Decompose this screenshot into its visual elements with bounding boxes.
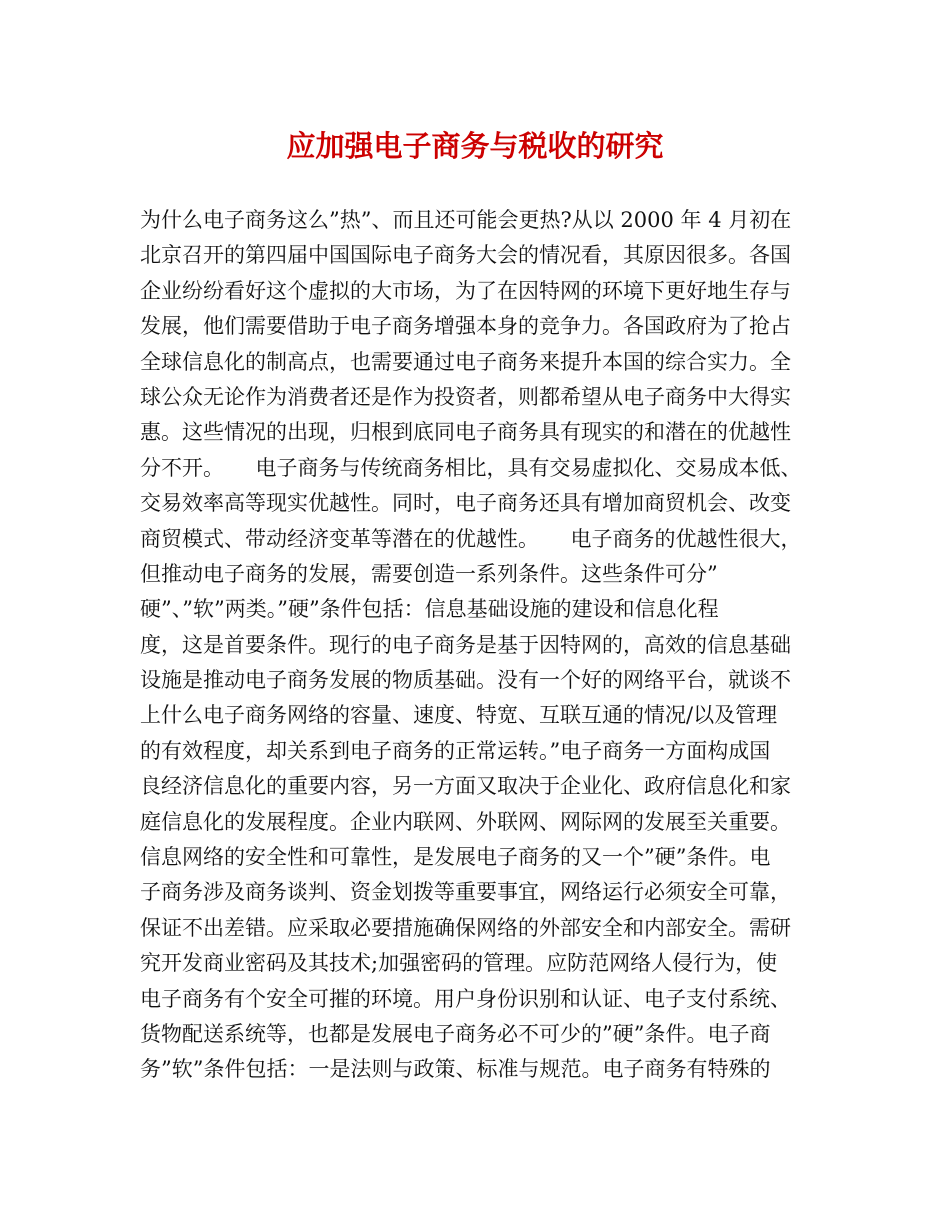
text-line: 的有效程度，却关系到电子商务的正常运转。”电子商务一方面构成国	[140, 738, 771, 763]
text-line: 良经济信息化的重要内容，另一方面又取决于企业化、政府信息化和家	[140, 774, 791, 799]
text-line: 保证不出差错。应采取必要措施确保网络的外部安全和内部安全。需研	[140, 915, 791, 940]
text-line: 度，这是首要条件。现行的电子商务是基于因特网的，高效的信息基础	[140, 632, 791, 657]
text-line: 电子商务有个安全可摧的环境。用户身份识别和认证、电子支付系统、	[140, 986, 791, 1011]
text-line: 子商务涉及商务谈判、资金划拨等重要事宜，网络运行必须安全可靠，	[140, 880, 791, 905]
body-text	[140, 203, 812, 1088]
text-line: 惠。这些情况的出现，归根到底同电子商务具有现实的和潜在的优越性	[140, 420, 791, 445]
text-line: 北京召开的第四届中国国际电子商务大会的情况看，其原因很多。各国	[140, 243, 791, 268]
text-line: 为什么电子商务这么”热”、而且还可能会更热?从以 2000 年 4 月初在	[140, 208, 792, 232]
text-line: 究开发商业密码及其技术;加强密码的管理。应防范网络人侵行为，使	[140, 951, 778, 976]
text-line: 务”软”条件包括：一是法则与政策、标准与规范。电子商务有特殊的	[140, 1057, 771, 1082]
text-line: 发展，他们需要借助于电子商务增强本身的竞争力。各国政府为了抢占	[140, 314, 791, 339]
text-line: 货物配送系统等，也都是发展电子商务必不可少的”硬”条件。电子商	[140, 1021, 771, 1046]
document-title: 应加强电子商务与税收的研究	[286, 129, 664, 163]
text-line: 设施是推动电子商务发展的物质基础。没有一个好的网络平台，就谈不	[140, 668, 791, 693]
text-line: 上什么电子商务网络的容量、速度、特宽、互联互通的情况/以及管理	[140, 703, 778, 728]
text-line: 商贸模式、带动经济变革等潜在的优越性。 电子商务的优越性很大，	[140, 526, 802, 551]
text-line: 分不开。 电子商务与传统商务相比，具有交易虚拟化、交易成本低、	[140, 455, 802, 480]
text-line: 硬”、”软”两类。”硬”条件包括：信息基础设施的建设和信息化程	[140, 597, 719, 622]
text-line: 交易效率高等现实优越性。同时，电子商务还具有增加商贸机会、改变	[140, 491, 791, 516]
text-line: 球公众无论作为消费者还是作为投资者，则都希望从电子商务中大得实	[140, 384, 791, 409]
text-line: 企业纷纷看好这个虚拟的大市场，为了在因特网的环境下更好地生存与	[140, 278, 791, 303]
text-line: 但推动电子商务的发展，需要创造一系列条件。这些条件可分”	[140, 561, 718, 586]
text-line: 信息网络的安全性和可靠性，是发展电子商务的又一个”硬”条件。电	[140, 845, 771, 870]
text-line: 庭信息化的发展程度。企业内联网、外联网、网际网的发展至关重要。	[140, 809, 791, 834]
text-line: 全球信息化的制高点，也需要通过电子商务来提升本国的综合实力。全	[140, 349, 791, 374]
